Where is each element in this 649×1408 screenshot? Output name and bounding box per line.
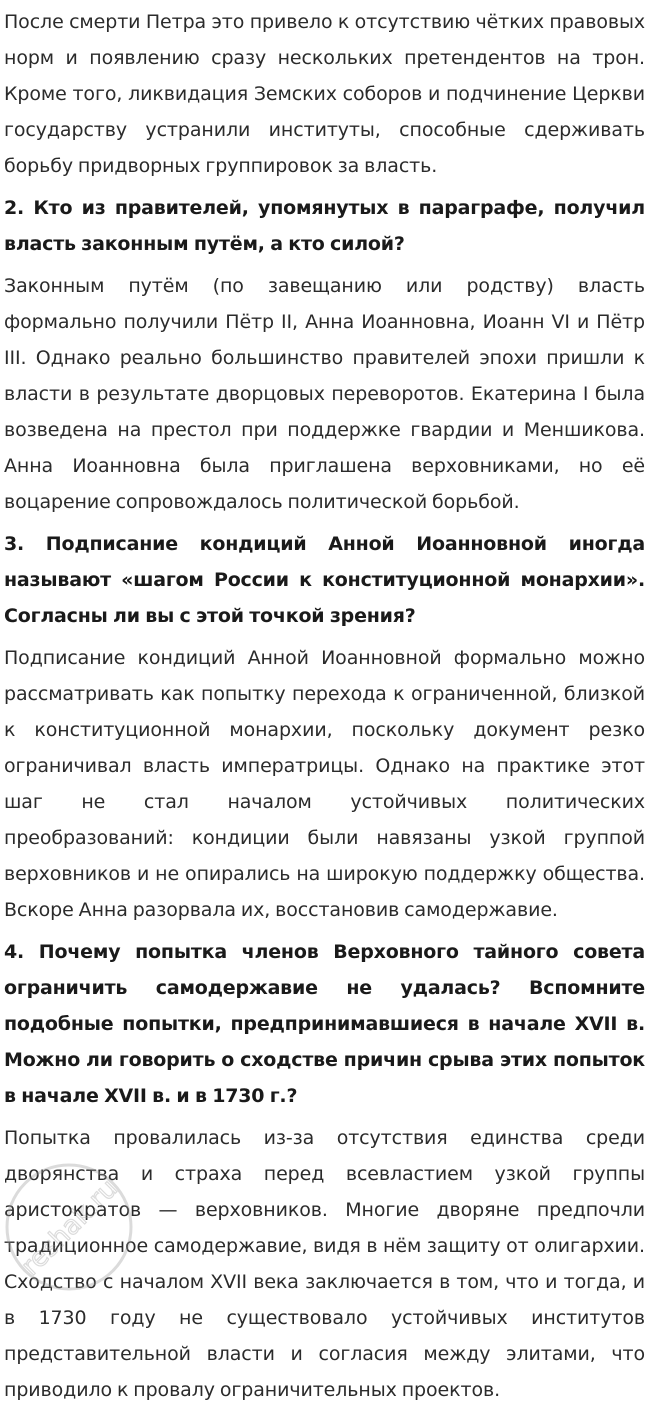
- answer-3: Подписание кондиций Анной Иоанновной формально можно рассматривать как попытку перехода к ограниченной, близкой к конституционной монархии, поскольку документ резко ограничивал власть императрицы. Однако на практике этот шаг не стал началом устойчивых политических преобразований: кондиции были навязаны узкой группой верховников и не опирались на широкую поддержку общества. Вскоре Анна разорвала их, восстановив самодержавие.: [4, 647, 645, 921]
- question-2: 2. Кто из правителей, упомянутых в параграфе, получил власть законным путём, а кто силой?: [4, 197, 645, 255]
- question-4: 4. Почему попытка членов Верховного тайного совета ограничить самодержавие не удалась? Вспомните подобные попытки, предпринимавшиеся в начале XVII в. Можно ли говорить о сходстве причин срыва этих попыток в начале XVII в. и в 1730 г.?: [4, 941, 645, 1107]
- document-page: [4, 0, 645, 1408]
- watermark-text: reshak.ru: [15, 1173, 124, 1282]
- question-3: 3. Подписание кондиций Анной Иоанновной иногда называют «шагом России к конституционной монархии». Согласны ли вы с этой точкой зрения?: [4, 533, 645, 627]
- answer-2: Законным путём (по завещанию или родству) власть формально получили Пётр II, Анна Иоанновна, Иоанн VI и Пётр III. Однако реально большинство правителей эпохи пришли к власти в результате дворцовых переворотов. Екатерина I была возведена на престол при поддержке гвардии и Меншикова. Анна Иоанновна была приглашена верховниками, но её воцарение сопровождалось политической борьбой.: [4, 275, 645, 513]
- intro-paragraph: После смерти Петра это привело к отсутствию чётких правовых норм и появлению сразу нескольких претендентов на трон. Кроме того, ликвидация Земских соборов и подчинение Церкви государству устранили институты, способные сдерживать борьбу придворных группировок за власть.: [4, 11, 645, 177]
- answer-4: Попытка провалилась из-за отсутствия единства среди дворянства и страха перед всевластием узкой группы аристократов — верховников. Многие дворяне предпочли традиционное самодержавие, видя в нём защиту от олигархии. Сходство с началом XVII века заключается в том, что и тогда, и в 1730 году не существовало устойчивых институтов представительной власти и согласия между элитами, что приводило к провалу ограничительных проектов.: [4, 1127, 645, 1401]
